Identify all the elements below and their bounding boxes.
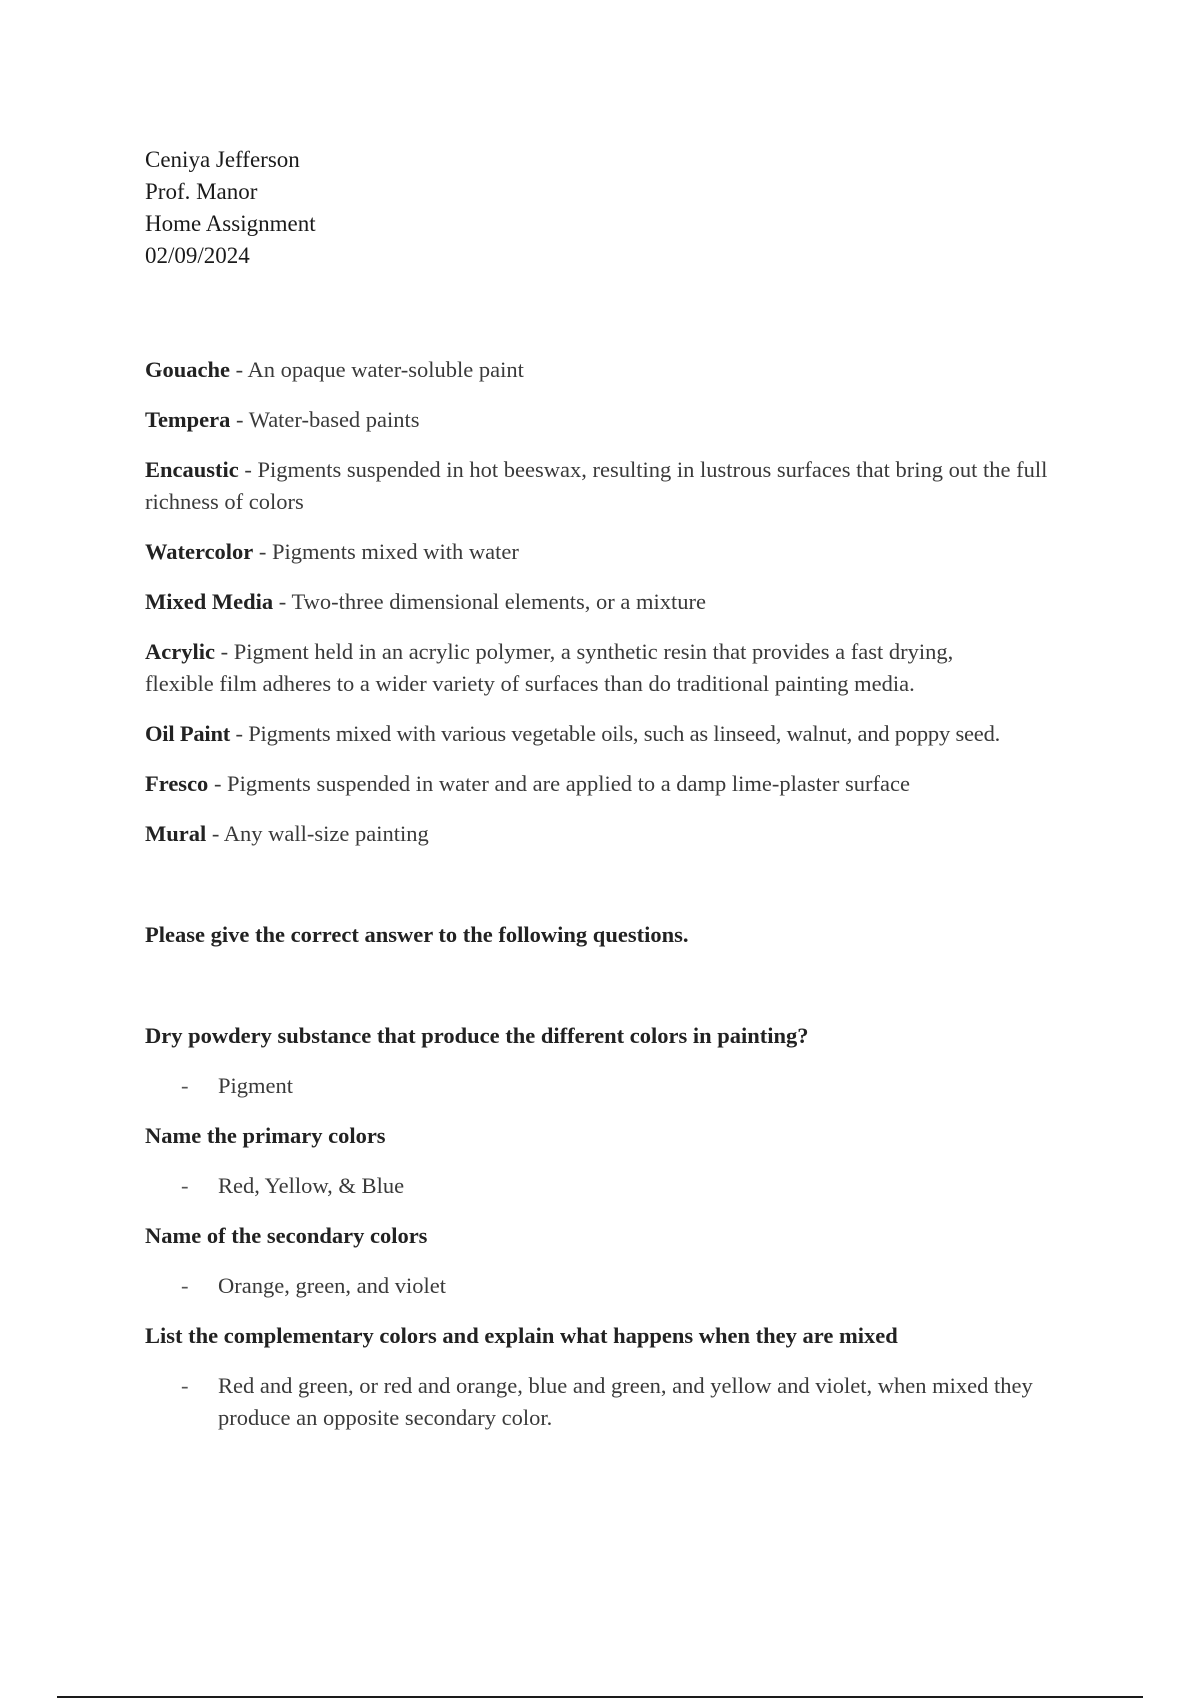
term-definition: - Pigments suspended in hot beeswax, resulting in lustrous surfaces that bring out the full richness of colors — [145, 457, 1048, 514]
assignment-title: Home Assignment — [145, 211, 316, 236]
student-name: Ceniya Jefferson — [145, 147, 300, 172]
question-text: Dry powdery substance that produce the different colors in painting? — [145, 1023, 809, 1048]
bullet-dash: - — [181, 1373, 189, 1398]
answer-item — [145, 1070, 1095, 1102]
bullet-dash: - — [181, 1073, 189, 1098]
term-mural — [145, 818, 1095, 850]
answer-item — [145, 1270, 1095, 1302]
term-definition: - Two-three dimensional elements, or a mixture — [273, 589, 706, 614]
question-text: Name of the secondary colors — [145, 1223, 428, 1248]
term-mixed-media — [145, 586, 1095, 618]
term-label: Gouache — [145, 357, 231, 382]
term-label: Watercolor — [145, 539, 254, 564]
page-divider — [57, 1696, 1143, 1698]
term-label: Encaustic — [145, 457, 239, 482]
instruction-text: Please give the correct answer to the following questions. — [145, 922, 689, 947]
question-text: List the complementary colors and explain what happens when they are mixed — [145, 1323, 898, 1348]
term-label: Oil Paint — [145, 721, 231, 746]
terms-list — [145, 354, 1095, 868]
answer-item — [145, 1370, 1078, 1434]
term-label: Mixed Media — [145, 589, 274, 614]
term-label: Mural — [145, 821, 207, 846]
term-acrylic — [145, 636, 1025, 700]
professor-name: Prof. Manor — [145, 179, 258, 204]
term-fresco — [145, 768, 1095, 800]
question-text: Name the primary colors — [145, 1123, 386, 1148]
answer-text: Red, Yellow, & Blue — [218, 1173, 405, 1198]
term-watercolor — [145, 536, 1095, 568]
bullet-dash: - — [181, 1273, 189, 1298]
bullet-dash: - — [181, 1173, 189, 1198]
answer-text: Orange, green, and violet — [218, 1273, 447, 1298]
term-definition: - An opaque water-soluble paint — [230, 357, 524, 382]
questions-section — [145, 1020, 1095, 1452]
term-definition: - Any wall-size painting — [206, 821, 429, 846]
term-encaustic — [145, 454, 1075, 518]
assignment-date: 02/09/2024 — [145, 243, 250, 268]
term-definition: - Water-based paints — [230, 407, 420, 432]
answer-text: Red and green, or red and orange, blue and green, and yellow and violet, when mixed they produce an opposite secondary color. — [218, 1373, 1033, 1430]
document-header — [145, 144, 316, 272]
term-definition: - Pigments mixed with various vegetable oils, such as linseed, walnut, and poppy seed. — [230, 721, 1001, 746]
answer-item — [145, 1170, 1095, 1202]
term-definition: - Pigments mixed with water — [253, 539, 519, 564]
answer-text: Pigment — [218, 1073, 294, 1098]
term-oil-paint — [145, 718, 1095, 750]
term-label: Acrylic — [145, 639, 215, 664]
term-definition: - Pigments suspended in water and are applied to a damp lime-plaster surface — [208, 771, 910, 796]
term-label: Fresco — [145, 771, 209, 796]
term-definition: - Pigment held in an acrylic polymer, a synthetic resin that provides a fast drying, flexible film adheres to a wider variety of surfaces than do traditional painting media. — [145, 639, 954, 696]
term-label: Tempera — [145, 407, 231, 432]
term-gouache — [145, 354, 1095, 386]
term-tempera — [145, 404, 1095, 436]
